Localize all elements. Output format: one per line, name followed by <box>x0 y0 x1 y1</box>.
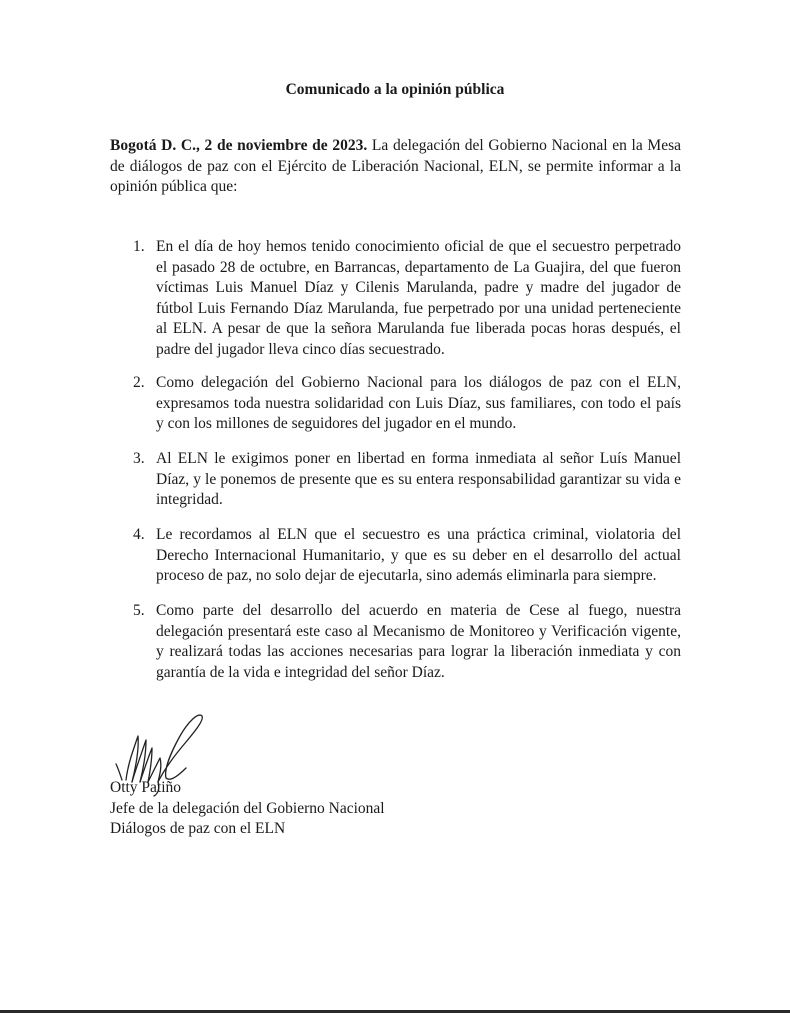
intro-date-location: Bogotá D. C., 2 de noviembre de 2023. <box>110 137 368 154</box>
list-item-text: Como delegación del Gobierno Nacional para los diálogos de paz con el ELN, expresamos toda nuestra solidaridad con Luis Díaz, sus familiares, con todo el país y con los millones de seguidores del jugador en el mundo. <box>156 374 681 432</box>
list-item-text: En el día de hoy hemos tenido conocimiento oficial de que el secuestro perpetrado el pasado 28 de octubre, en Barrancas, departamento de La Guajira, del que fueron víctimas Luis Manuel Díaz y Cilenis Marulanda, padre y madre del jugador de fútbol Luis Fernando Díaz Marulanda, fue perpetrado por una unidad perteneciente al ELN. A pesar de que la señora Marulanda fue liberada pocas horas después, el padre del jugador lleva cinco días secuestrado. <box>156 238 681 358</box>
list-item-number: 5. <box>133 602 145 619</box>
list-item-text: Al ELN le exigimos poner en libertad en forma inmediata al señor Luís Manuel Díaz, y le ponemos de presente que es su entera responsabilidad garantizar su vida e integridad. <box>156 450 681 508</box>
intro-text: La delegación del Gobierno Nacional en la Mesa de diálogos de paz con el Ejército de Liberación Nacional, ELN, se permite informar a la opinión pública que: <box>110 137 681 195</box>
list-item <box>133 525 681 587</box>
signatory-organization: Diálogos de paz con el ELN <box>110 820 286 837</box>
list-item-text: Le recordamos al ELN que el secuestro es una práctica criminal, violatoria del Derecho Internacional Humanitario, y que es su deber en el desarrollo del actual proceso de paz, no solo dejar de ejecutarla, sino además eliminarla para siempre. <box>156 526 681 584</box>
list-item <box>133 237 681 360</box>
list-item-number: 1. <box>133 238 145 255</box>
list-item <box>133 449 681 511</box>
intro-paragraph <box>110 136 681 198</box>
list-item-number: 3. <box>133 450 145 467</box>
list-item-text: Como parte del desarrollo del acuerdo en materia de Cese al fuego, nuestra delegación presentará este caso al Mecanismo de Monitoreo y Verificación vigente, y realizará todas las acciones necesarias para lograr la liberación inmediata y con garantía de la vida e integridad del señor Díaz. <box>156 602 681 681</box>
signatory-role: Jefe de la delegación del Gobierno Nacional <box>110 799 385 817</box>
document-title: Comunicado a la opinión pública <box>285 81 505 98</box>
list-item-number: 4. <box>133 526 145 543</box>
list-item <box>133 601 681 683</box>
list-item <box>133 373 681 435</box>
signature-block <box>110 778 385 840</box>
list-item-number: 2. <box>133 374 145 391</box>
signatory-name: Otty Patiño <box>110 779 182 796</box>
